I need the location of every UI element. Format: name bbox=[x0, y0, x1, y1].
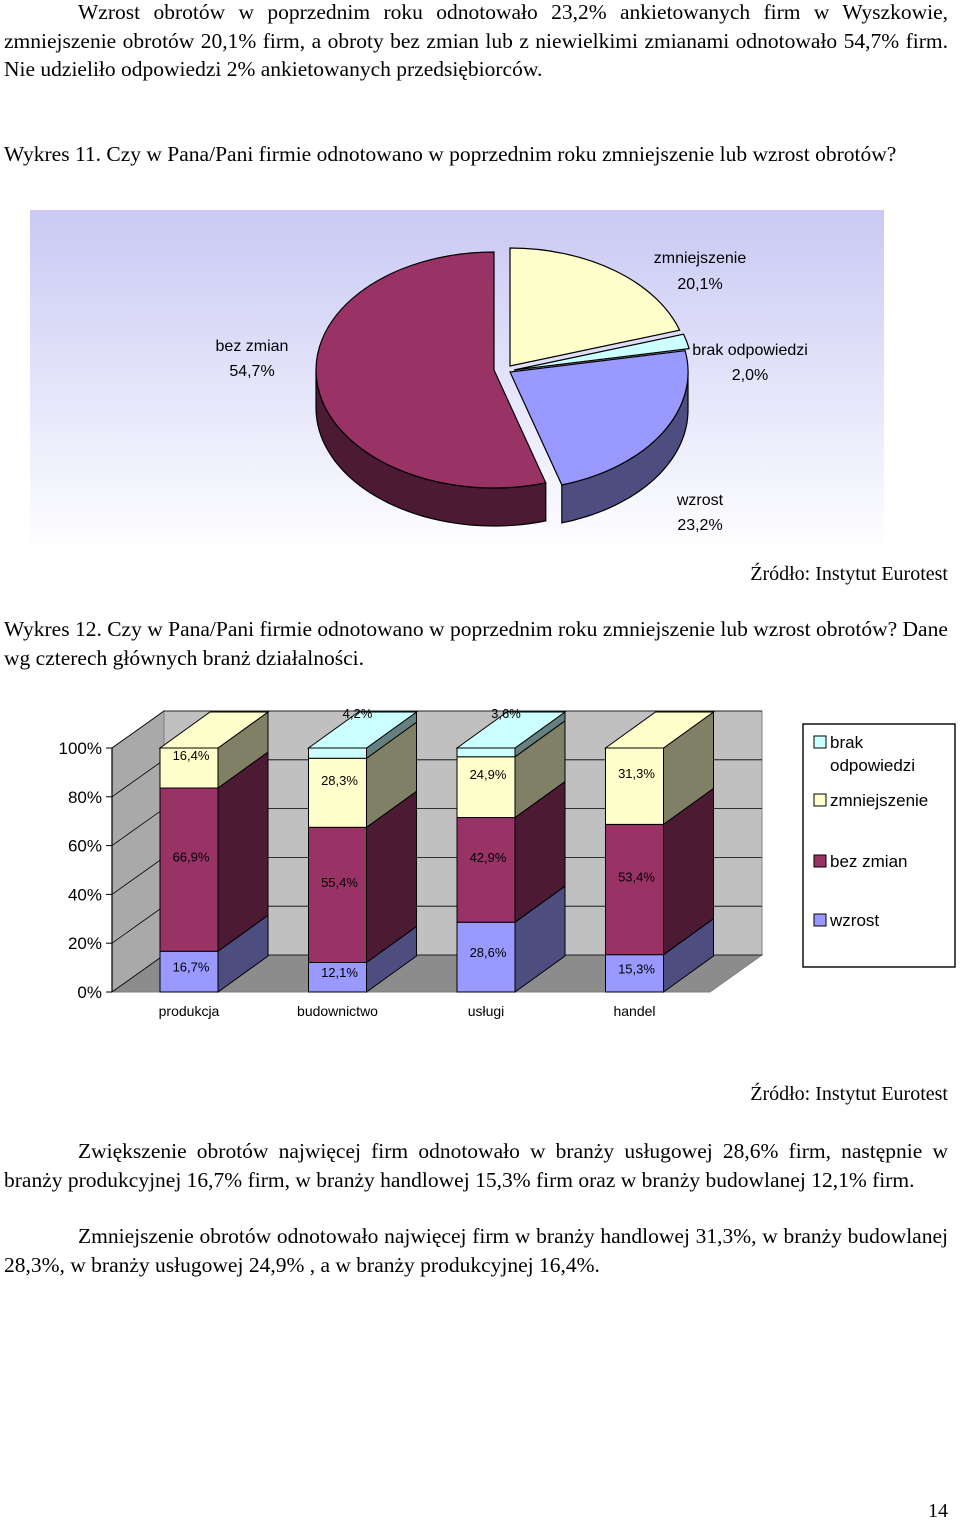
pie-chart bbox=[30, 210, 884, 552]
y-tick-label: 60% bbox=[67, 836, 102, 856]
page-number: 14 bbox=[928, 1500, 948, 1522]
bar-bez-zmian-budownictwo bbox=[309, 827, 367, 962]
pie-value-zmniejszenie: 20,1% bbox=[677, 276, 723, 293]
y-tick-label: 40% bbox=[67, 885, 102, 905]
bar-value-label: 12,1% bbox=[321, 965, 358, 981]
source-note-1: Źródło: Instytut Eurotest bbox=[750, 563, 948, 585]
category-label-usługi: usługi bbox=[467, 1003, 505, 1019]
pie-label-wzrost: wzrost bbox=[676, 492, 724, 509]
pie-value-brak-odpowiedzi: 2,0% bbox=[731, 367, 769, 384]
bar-value-label: 31,3% bbox=[618, 766, 655, 782]
figure-12-caption: Wykres 12. Czy w Pana/Pani firmie odnotowano w poprzednim roku zmniejszenie lub wzrost obrotów? Dane wg czterech głównych branż działalności. bbox=[4, 617, 948, 670]
bar-value-label: 3,6% bbox=[491, 706, 521, 721]
category-label-budownictwo: budownictwo bbox=[297, 1003, 378, 1019]
pie-value-wzrost: 23,2% bbox=[677, 517, 723, 534]
y-tick-label: 100% bbox=[58, 739, 102, 758]
legend-label-bez-zmian: bez zmian bbox=[830, 852, 908, 871]
figure-11-caption: Wykres 11. Czy w Pana/Pani firmie odnotowano w poprzednim roku zmniejszenie lub wzrost obrotów? bbox=[4, 142, 897, 166]
paragraph-decrease: Zmniejszenie obrotów odnotowało najwięcej firm w branży handlowej 31,3%, w branży budowlanej 28,3%, w branży usługowej 24,9% , a w branży produkcyjnej 16,4%. bbox=[4, 1224, 948, 1277]
bar-zmniejszenie-budownictwo bbox=[309, 758, 367, 827]
pie-label-brak-odpowiedzi: brak odpowiedzi bbox=[692, 342, 808, 359]
intro-paragraph: Wzrost obrotów w poprzednim roku odnotowało 23,2% ankietowanych firm w Wyszkowie, zmniejszenie obrotów 20,1% firm, a obroty bez zmian lub z niewielkimi zmianami odnotowało 54,7% firm. Nie udzieliło odpowiedzi 2% ankietowanych przedsiębiorców. bbox=[4, 0, 948, 81]
y-tick-label: 0% bbox=[77, 983, 102, 1002]
bar-bez-zmian-produkcja bbox=[160, 788, 218, 951]
category-label-handel: handel bbox=[613, 1003, 656, 1019]
category-label-produkcja: produkcja bbox=[158, 1003, 220, 1019]
legend-label-brak-odpowiedzi: brak bbox=[830, 733, 864, 752]
bar-value-label: 55,4% bbox=[321, 874, 358, 890]
y-tick-label: 20% bbox=[67, 934, 102, 954]
bar-bez-zmian-handel bbox=[606, 824, 664, 954]
paragraph-increase: Zwiększenie obrotów najwięcej firm odnotowało w branży usługowej 28,6% firm, następnie w branży produkcyjnej 16,7% firm, w branży handlowej 15,3% firm oraz w branży budowlanej 12,1% firm. bbox=[4, 1139, 948, 1192]
bar-value-label: 28,3% bbox=[321, 772, 358, 788]
bar-brak-odpowiedzi-budownictwo bbox=[309, 748, 367, 758]
bar-bez-zmian-usługi bbox=[457, 818, 515, 923]
bar-value-label: 53,4% bbox=[618, 869, 655, 885]
legend-swatch-brak-odpowiedzi bbox=[814, 736, 826, 748]
legend-label-zmniejszenie: zmniejszenie bbox=[830, 791, 929, 810]
bar-zmniejszenie-usługi bbox=[457, 757, 515, 818]
bar-zmniejszenie-handel bbox=[606, 748, 664, 824]
source-note-2: Źródło: Instytut Eurotest bbox=[750, 1083, 948, 1105]
bar-value-label: 66,9% bbox=[172, 849, 210, 865]
bar-value-label: 15,3% bbox=[618, 961, 655, 977]
legend-label-brak-odpowiedzi: odpowiedzi bbox=[830, 756, 916, 775]
bar-value-label: 24,9% bbox=[469, 767, 507, 783]
plot-side-wall bbox=[112, 711, 164, 992]
bar-value-label: 28,6% bbox=[469, 945, 507, 961]
legend-swatch-zmniejszenie bbox=[814, 794, 826, 806]
y-tick-label: 80% bbox=[67, 787, 102, 807]
legend-swatch-bez-zmian bbox=[814, 855, 826, 867]
bar-brak-odpowiedzi-usługi bbox=[457, 748, 515, 757]
bar-value-label: 42,9% bbox=[469, 849, 507, 865]
legend-swatch-wzrost bbox=[814, 914, 826, 926]
bar-value-label: 4,2% bbox=[342, 706, 373, 721]
pie-value-bez-zmian: 54,7% bbox=[229, 363, 275, 380]
stacked-bar-chart bbox=[0, 700, 960, 1035]
pie-label-zmniejszenie: zmniejszenie bbox=[653, 250, 747, 267]
bar-value-label: 16,4% bbox=[172, 748, 210, 764]
bar-value-label: 16,7% bbox=[172, 959, 210, 975]
legend-label-wzrost: wzrost bbox=[830, 911, 880, 930]
pie-label-bez-zmian: bez zmian bbox=[215, 338, 289, 355]
